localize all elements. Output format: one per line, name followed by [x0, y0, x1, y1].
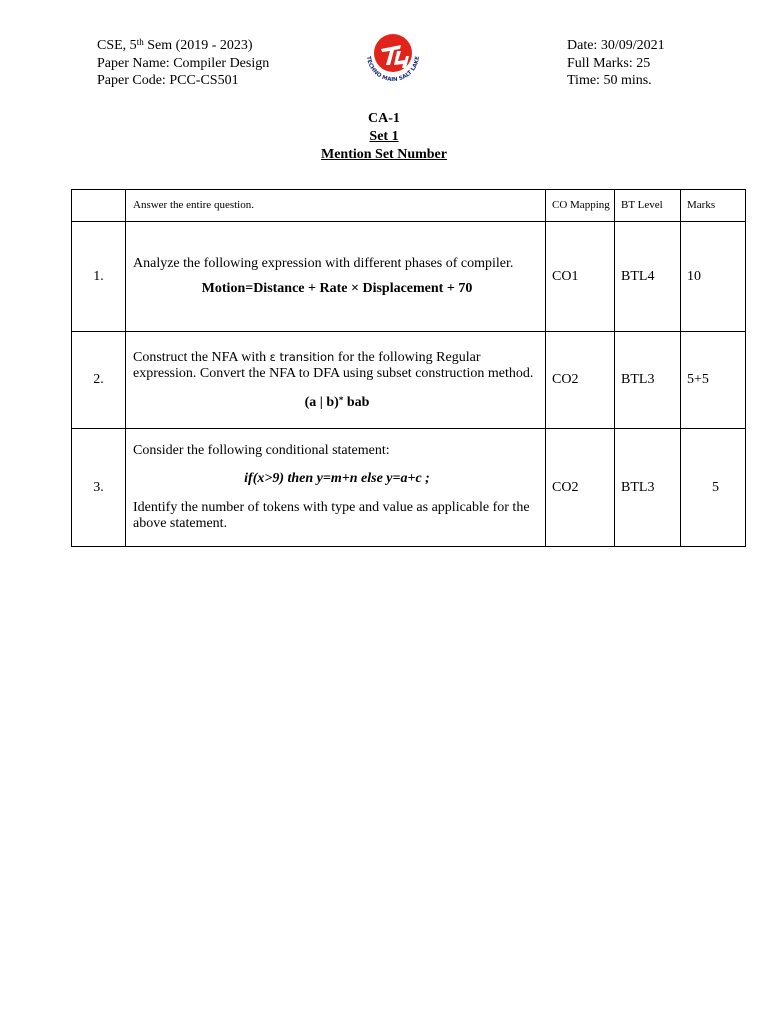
question-number: 3. [72, 429, 126, 547]
epsilon-transition-text: ε transition [269, 349, 335, 364]
course-prefix: CSE, 5 [97, 38, 137, 53]
college-logo [357, 29, 429, 89]
course-line [97, 37, 269, 55]
header-co-mapping: CO Mapping [546, 190, 615, 222]
header-bt-level: BT Level [615, 190, 681, 222]
question-expression: Motion=Distance + Rate × Displacement + 70 [201, 280, 473, 296]
bt-level-value: BTL4 [615, 222, 681, 332]
question-text [126, 332, 546, 429]
bt-level-value: BTL3 [615, 332, 681, 429]
exam-time: Time: 50 mins. [567, 73, 652, 88]
table-header-row [72, 190, 746, 222]
question-statement: Consider the following conditional statement: [133, 442, 390, 458]
question-expression: if(x>9) then y=m+n else y=a+c ; [244, 471, 430, 486]
full-marks: Full Marks: 25 [567, 55, 651, 71]
course-suffix: Sem (2019 - 2023) [143, 38, 253, 53]
co-mapping-value: CO2 [546, 332, 615, 429]
question-expression [133, 395, 541, 412]
mention-set-title: Mention Set Number [321, 147, 447, 162]
regex-star: * [338, 394, 344, 405]
header-number-cell [72, 190, 126, 222]
header-marks: Marks [681, 190, 746, 222]
question-statement [133, 349, 541, 383]
table-row [72, 222, 746, 332]
question-text [126, 222, 546, 332]
table-row [72, 332, 746, 429]
course-info [97, 37, 269, 90]
set-title: Set 1 [369, 129, 399, 144]
co-mapping-value: CO1 [546, 222, 615, 332]
regex-tail: bab [343, 394, 370, 410]
question-statement: Analyze the following expression with different phases of compiler. [133, 256, 514, 271]
regex-base: (a | b) [304, 394, 339, 410]
exam-title: CA-1 [368, 111, 400, 126]
question-table [71, 189, 746, 547]
exam-info [567, 37, 665, 90]
paper-code: Paper Code: PCC-CS501 [97, 73, 239, 88]
paper-name: Paper Name: Compiler Design [97, 55, 270, 71]
header-instruction: Answer the entire question. [126, 190, 546, 222]
marks-value: 5 [681, 429, 746, 547]
course-sup: th [136, 37, 144, 47]
question-instruction: Identify the number of tokens with type and value as applicable for the above statement. [133, 499, 530, 531]
question-number: 2. [72, 332, 126, 429]
svg-text:TECHNO MAIN SALT LAKE: TECHNO MAIN SALT LAKE [364, 55, 422, 84]
marks-value: 5+5 [681, 332, 746, 429]
exam-date: Date: 30/09/2021 [567, 38, 665, 53]
co-mapping-value: CO2 [546, 429, 615, 547]
bt-level-value: BTL3 [615, 429, 681, 547]
exam-titles [0, 110, 768, 164]
question-number: 1. [72, 222, 126, 332]
table-row [72, 429, 746, 547]
question-text [126, 429, 546, 547]
statement-part-b: for the following Regular expression. Convert the NFA to DFA using subset construction method. [133, 349, 534, 382]
statement-part-a: Construct the NFA with [133, 349, 270, 365]
marks-value: 10 [681, 222, 746, 332]
